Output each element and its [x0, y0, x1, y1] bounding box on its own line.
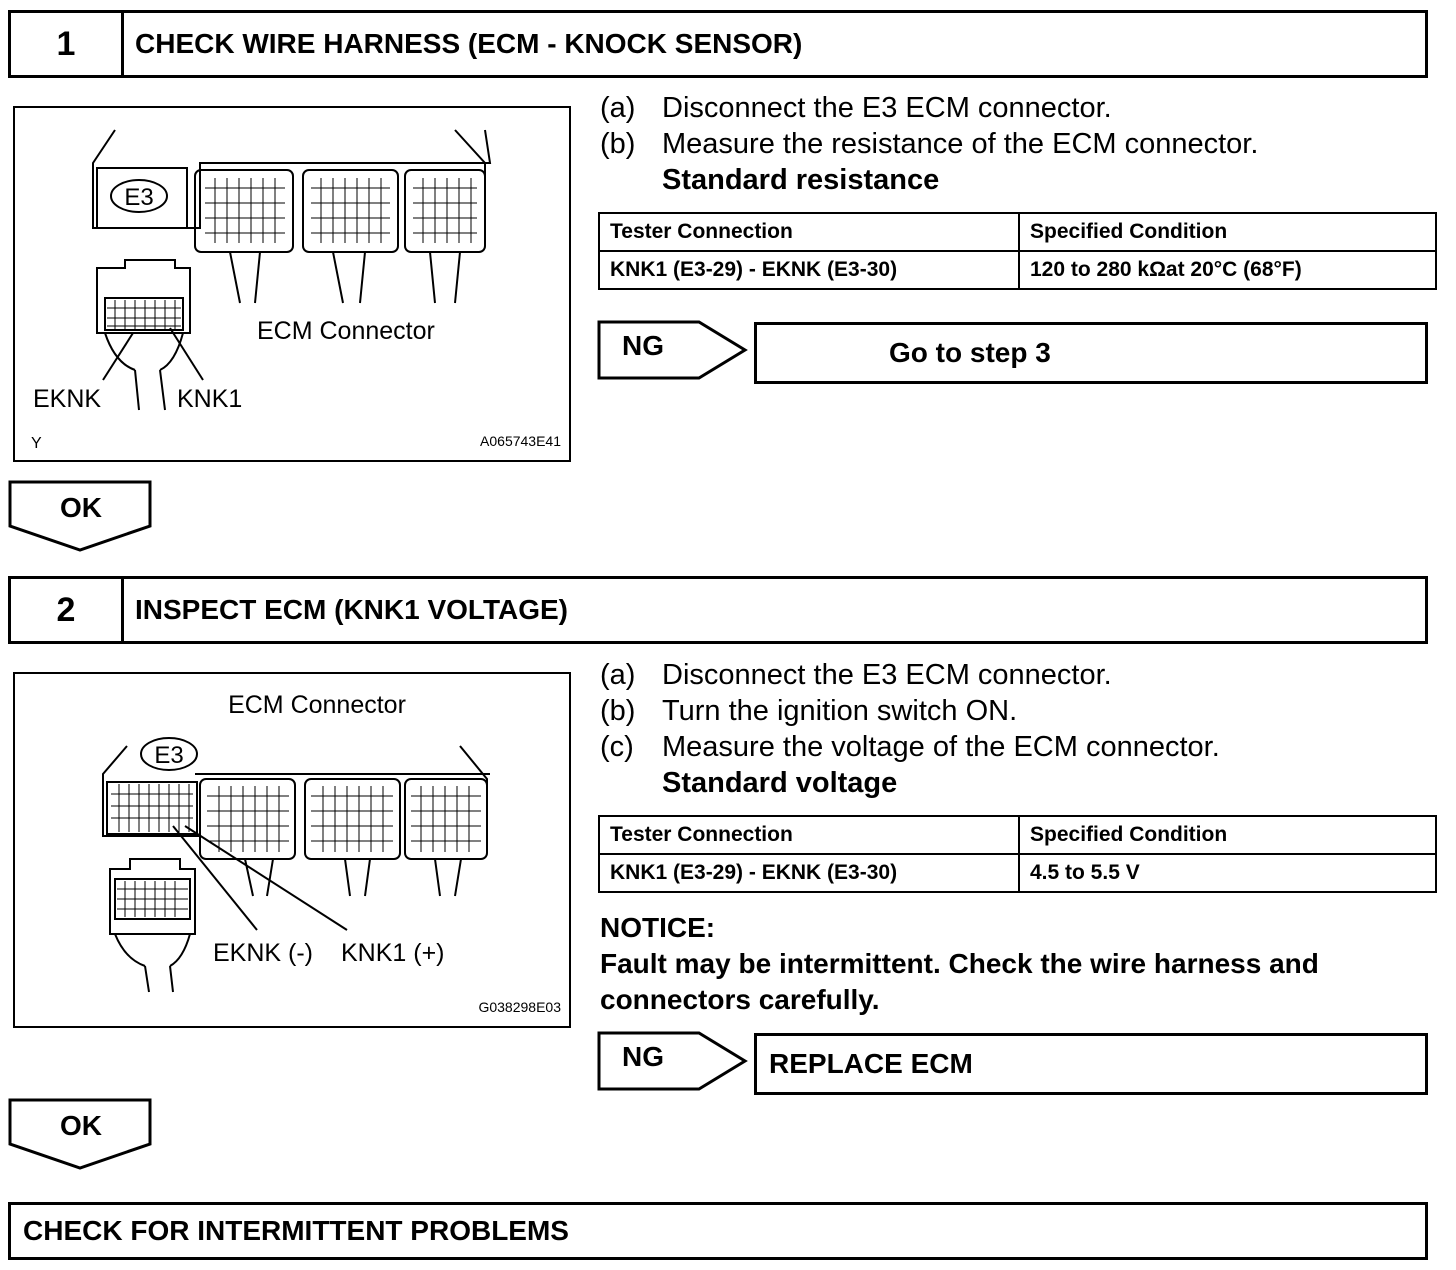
connector-id-label: E3: [154, 742, 184, 769]
table-row: [599, 854, 1436, 892]
step-2-number: 2: [11, 579, 124, 641]
notice-line: connectors carefully.: [600, 984, 880, 1015]
pin-knk1-label: KNK1 (+): [341, 939, 445, 967]
figure-corner-mark: Y: [31, 435, 42, 452]
ng-label: NG: [622, 1041, 664, 1072]
ecm-connector-diagram-1: [15, 108, 569, 460]
final-step-title: CHECK FOR INTERMITTENT PROBLEMS: [23, 1215, 569, 1246]
instruction-item: (b) Measure the resistance of the ECM connector.: [600, 128, 1259, 160]
table-cell: 120 to 280 kΩat 20°C (68°F): [1019, 251, 1436, 289]
standard-heading: Standard voltage: [662, 767, 898, 799]
ok-label: OK: [60, 1110, 102, 1141]
step-1-instructions: [600, 90, 1420, 198]
ng-action-text: Go to step 3: [889, 337, 1051, 368]
table-cell: 4.5 to 5.5 V: [1019, 854, 1436, 892]
step-1-figure: [13, 106, 571, 462]
table-header-row: [599, 816, 1436, 854]
figure-code: G038298E03: [478, 999, 561, 1015]
ecm-connector-label: ECM Connector: [228, 691, 406, 719]
instruction-item: (a) Disconnect the E3 ECM connector.: [600, 92, 1112, 124]
ng-action-text: REPLACE ECM: [769, 1048, 973, 1079]
step-2-instructions: [600, 657, 1420, 801]
ng-action-box: [754, 322, 1428, 384]
step-2-spec-table: [598, 815, 1437, 893]
final-step-box: [8, 1202, 1428, 1260]
instruction-item: (c) Measure the voltage of the ECM connector.: [600, 731, 1220, 763]
instruction-item: (a) Disconnect the E3 ECM connector.: [600, 659, 1112, 691]
ng-arrow-1: [597, 320, 749, 380]
step-2-title: INSPECT ECM (KNK1 VOLTAGE): [135, 594, 568, 625]
step-2-figure: [13, 672, 571, 1028]
standard-heading: Standard resistance: [662, 164, 940, 196]
step-1-number: 1: [11, 13, 124, 75]
step-2-header: [8, 576, 1428, 644]
table-row: [599, 251, 1436, 289]
ng-arrow-2: [597, 1031, 749, 1091]
instruction-item: (b) Turn the ignition switch ON.: [600, 695, 1018, 727]
notice-block: [600, 910, 1430, 1018]
figure-code: A065743E41: [480, 433, 561, 449]
step-1-spec-table: [598, 212, 1437, 290]
pin-eknk-label: EKNK (-): [213, 939, 313, 967]
table-header-cell: Tester Connection: [599, 213, 1019, 251]
notice-heading: NOTICE:: [600, 912, 716, 943]
pin-knk1-label: KNK1: [177, 385, 243, 413]
ok-label: OK: [60, 492, 102, 523]
table-header-cell: Tester Connection: [599, 816, 1019, 854]
step-1-title: CHECK WIRE HARNESS (ECM - KNOCK SENSOR): [135, 28, 803, 59]
table-header-row: [599, 213, 1436, 251]
table-cell: KNK1 (E3-29) - EKNK (E3-30): [599, 251, 1019, 289]
table-header-cell: Specified Condition: [1019, 213, 1436, 251]
pin-eknk-label: EKNK: [33, 385, 102, 413]
ng-label: NG: [622, 330, 664, 361]
step-1-header: [8, 10, 1428, 78]
ecm-connector-diagram-2: [15, 674, 569, 1026]
notice-line: Fault may be intermittent. Check the wire harness and: [600, 948, 1319, 979]
ecm-connector-label: ECM Connector: [257, 317, 435, 345]
connector-id-label: E3: [124, 184, 154, 211]
table-header-cell: Specified Condition: [1019, 816, 1436, 854]
ng-action-box: [754, 1033, 1428, 1095]
table-cell: KNK1 (E3-29) - EKNK (E3-30): [599, 854, 1019, 892]
